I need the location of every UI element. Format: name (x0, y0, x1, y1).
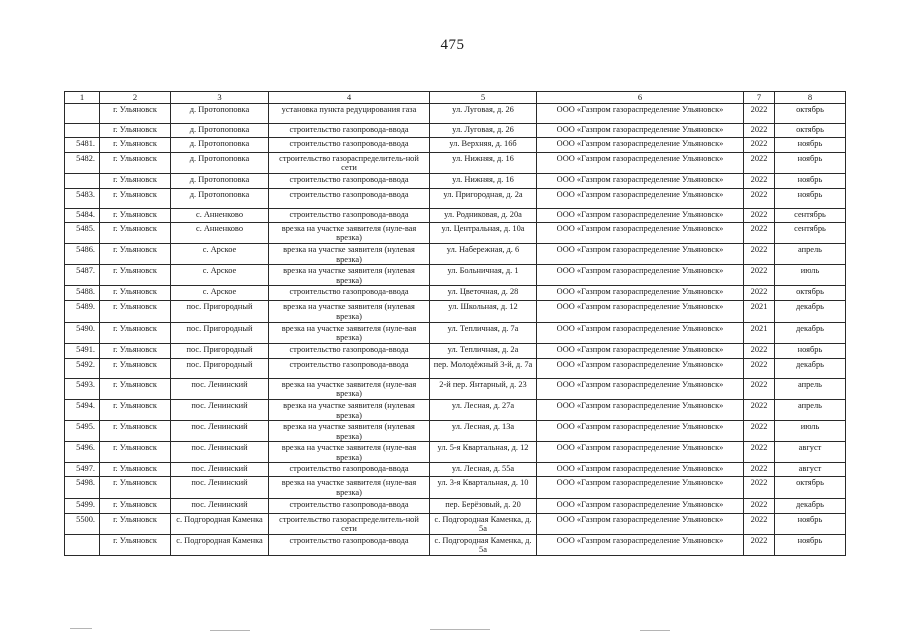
address-cell: ул. Лесная, д. 13а (430, 421, 537, 442)
row-number: 5482. (65, 152, 100, 173)
address-cell: ул. Луговая, д. 26 (430, 103, 537, 123)
year-cell: 2022 (744, 243, 775, 264)
row-number: 5489. (65, 301, 100, 322)
work-type-cell: строительство газопровода-ввода (269, 463, 430, 477)
work-type-cell: врезка на участке заявителя (нулевая врезка) (269, 399, 430, 420)
month-cell: август (775, 463, 846, 477)
organization-cell: ООО «Газпром газораспределение Ульяновск» (537, 322, 744, 343)
organization-cell: ООО «Газпром газораспределение Ульяновск» (537, 421, 744, 442)
month-cell: август (775, 442, 846, 463)
address-cell: ул. Пригородная, д. 2а (430, 188, 537, 208)
city-cell: г. Ульяновск (100, 322, 171, 343)
table-row (65, 378, 846, 399)
month-cell: июль (775, 421, 846, 442)
organization-cell: ООО «Газпром газораспределение Ульяновск» (537, 188, 744, 208)
column-header: 1 (65, 92, 100, 104)
city-cell: г. Ульяновск (100, 358, 171, 378)
work-type-cell: строительство газопровода-ввода (269, 534, 430, 555)
year-cell: 2021 (744, 322, 775, 343)
locality-cell: пос. Пригородный (171, 301, 269, 322)
table-row (65, 301, 846, 322)
year-cell: 2022 (744, 343, 775, 358)
work-type-cell: врезка на участке заявителя (нуле-вая врезка) (269, 378, 430, 399)
year-cell: 2022 (744, 286, 775, 301)
scan-artifact (430, 629, 490, 630)
month-cell: апрель (775, 378, 846, 399)
locality-cell: д. Протопоповка (171, 173, 269, 188)
organization-cell: ООО «Газпром газораспределение Ульяновск» (537, 343, 744, 358)
work-type-cell: строительство газопровода-ввода (269, 208, 430, 222)
locality-cell: д. Протопоповка (171, 188, 269, 208)
work-type-cell: строительство газопровода-ввода (269, 286, 430, 301)
work-type-cell: строительство газораспределитель-ной сети (269, 513, 430, 534)
city-cell: г. Ульяновск (100, 301, 171, 322)
year-cell: 2022 (744, 222, 775, 243)
table-row (65, 103, 846, 123)
table-row (65, 123, 846, 137)
year-cell: 2022 (744, 477, 775, 498)
table-row (65, 358, 846, 378)
locality-cell: пос. Ленинский (171, 477, 269, 498)
row-number (65, 534, 100, 555)
row-number: 5487. (65, 265, 100, 286)
month-cell: декабрь (775, 322, 846, 343)
month-cell: ноябрь (775, 513, 846, 534)
month-cell: октябрь (775, 123, 846, 137)
row-number (65, 123, 100, 137)
organization-cell: ООО «Газпром газораспределение Ульяновск» (537, 173, 744, 188)
table-row (65, 399, 846, 420)
year-cell: 2022 (744, 513, 775, 534)
row-number: 5493. (65, 378, 100, 399)
locality-cell: с. Арское (171, 286, 269, 301)
month-cell: ноябрь (775, 343, 846, 358)
organization-cell: ООО «Газпром газораспределение Ульяновск» (537, 103, 744, 123)
city-cell: г. Ульяновск (100, 477, 171, 498)
year-cell: 2022 (744, 208, 775, 222)
locality-cell: д. Протопоповка (171, 152, 269, 173)
table-row (65, 265, 846, 286)
organization-cell: ООО «Газпром газораспределение Ульяновск» (537, 442, 744, 463)
address-cell: ул. Тепличная, д. 2а (430, 343, 537, 358)
year-cell: 2022 (744, 358, 775, 378)
work-type-cell: строительство газораспределитель-ной сети (269, 152, 430, 173)
scan-artifact (210, 630, 250, 631)
organization-cell: ООО «Газпром газораспределение Ульяновск» (537, 513, 744, 534)
city-cell: г. Ульяновск (100, 442, 171, 463)
work-type-cell: строительство газопровода-ввода (269, 137, 430, 152)
work-type-cell: строительство газопровода-ввода (269, 343, 430, 358)
organization-cell: ООО «Газпром газораспределение Ульяновск» (537, 301, 744, 322)
table-row (65, 243, 846, 264)
locality-cell: пос. Ленинский (171, 442, 269, 463)
year-cell: 2022 (744, 123, 775, 137)
work-type-cell: строительство газопровода-ввода (269, 123, 430, 137)
month-cell: сентябрь (775, 208, 846, 222)
address-cell: ул. Луговая, д. 26 (430, 123, 537, 137)
organization-cell: ООО «Газпром газораспределение Ульяновск» (537, 463, 744, 477)
table-row (65, 286, 846, 301)
table-row (65, 208, 846, 222)
organization-cell: ООО «Газпром газораспределение Ульяновск» (537, 358, 744, 378)
city-cell: г. Ульяновск (100, 222, 171, 243)
work-type-cell: врезка на участке заявителя (нуле-вая врезка) (269, 477, 430, 498)
year-cell: 2022 (744, 498, 775, 513)
month-cell: ноябрь (775, 137, 846, 152)
address-cell: ул. Центральная, д. 10а (430, 222, 537, 243)
month-cell: декабрь (775, 301, 846, 322)
month-cell: октябрь (775, 286, 846, 301)
city-cell: г. Ульяновск (100, 188, 171, 208)
work-type-cell: врезка на участке заявителя (нулевая врезка) (269, 301, 430, 322)
table-row (65, 152, 846, 173)
city-cell: г. Ульяновск (100, 513, 171, 534)
city-cell: г. Ульяновск (100, 265, 171, 286)
year-cell: 2022 (744, 265, 775, 286)
locality-cell: пос. Пригородный (171, 358, 269, 378)
work-type-cell: врезка на участке заявителя (нулевая врезка) (269, 243, 430, 264)
row-number: 5496. (65, 442, 100, 463)
locality-cell: пос. Пригородный (171, 322, 269, 343)
city-cell: г. Ульяновск (100, 173, 171, 188)
column-header: 6 (537, 92, 744, 104)
city-cell: г. Ульяновск (100, 421, 171, 442)
address-cell: пер. Молодёжный 3-й, д. 7а (430, 358, 537, 378)
work-type-cell: строительство газопровода-ввода (269, 173, 430, 188)
month-cell: сентябрь (775, 222, 846, 243)
city-cell: г. Ульяновск (100, 378, 171, 399)
month-cell: декабрь (775, 498, 846, 513)
organization-cell: ООО «Газпром газораспределение Ульяновск» (537, 534, 744, 555)
city-cell: г. Ульяновск (100, 498, 171, 513)
row-number: 5485. (65, 222, 100, 243)
address-cell: ул. Больничная, д. 1 (430, 265, 537, 286)
row-number: 5488. (65, 286, 100, 301)
row-number (65, 103, 100, 123)
row-number: 5486. (65, 243, 100, 264)
locality-cell: с. Арское (171, 243, 269, 264)
header-row (65, 92, 846, 104)
month-cell: ноябрь (775, 534, 846, 555)
locality-cell: пос. Ленинский (171, 399, 269, 420)
locality-cell: д. Протопоповка (171, 123, 269, 137)
column-header: 2 (100, 92, 171, 104)
locality-cell: пос. Ленинский (171, 463, 269, 477)
month-cell: октябрь (775, 103, 846, 123)
address-cell: пер. Берёзовый, д. 20 (430, 498, 537, 513)
city-cell: г. Ульяновск (100, 343, 171, 358)
registry-table (64, 91, 846, 556)
year-cell: 2022 (744, 421, 775, 442)
address-cell: ул. Нижняя, д. 16 (430, 173, 537, 188)
row-number: 5498. (65, 477, 100, 498)
address-cell: ул. Школьная, д. 12 (430, 301, 537, 322)
locality-cell: с. Арское (171, 265, 269, 286)
address-cell: ул. Набережная, д. 6 (430, 243, 537, 264)
table-row (65, 463, 846, 477)
locality-cell: пос. Ленинский (171, 378, 269, 399)
table-row (65, 442, 846, 463)
organization-cell: ООО «Газпром газораспределение Ульяновск» (537, 152, 744, 173)
row-number: 5495. (65, 421, 100, 442)
address-cell: ул. Верхняя, д. 16б (430, 137, 537, 152)
table-row (65, 322, 846, 343)
locality-cell: с. Анненково (171, 222, 269, 243)
locality-cell: д. Протопоповка (171, 137, 269, 152)
scan-artifact (640, 630, 670, 631)
year-cell: 2022 (744, 534, 775, 555)
organization-cell: ООО «Газпром газораспределение Ульяновск» (537, 498, 744, 513)
locality-cell: пос. Пригородный (171, 343, 269, 358)
organization-cell: ООО «Газпром газораспределение Ульяновск» (537, 243, 744, 264)
month-cell: апрель (775, 243, 846, 264)
month-cell: ноябрь (775, 173, 846, 188)
locality-cell: пос. Ленинский (171, 421, 269, 442)
row-number (65, 173, 100, 188)
city-cell: г. Ульяновск (100, 243, 171, 264)
row-number: 5500. (65, 513, 100, 534)
row-number: 5492. (65, 358, 100, 378)
year-cell: 2022 (744, 378, 775, 399)
work-type-cell: врезка на участке заявителя (нуле-вая врезка) (269, 222, 430, 243)
table-row (65, 513, 846, 534)
table-row (65, 173, 846, 188)
organization-cell: ООО «Газпром газораспределение Ульяновск» (537, 477, 744, 498)
row-number: 5490. (65, 322, 100, 343)
address-cell: с. Подгородная Каменка, д. 5а (430, 534, 537, 555)
row-number: 5499. (65, 498, 100, 513)
table-row (65, 343, 846, 358)
locality-cell: пос. Ленинский (171, 498, 269, 513)
column-header: 8 (775, 92, 846, 104)
city-cell: г. Ульяновск (100, 103, 171, 123)
organization-cell: ООО «Газпром газораспределение Ульяновск» (537, 399, 744, 420)
row-number: 5483. (65, 188, 100, 208)
address-cell: с. Подгородная Каменка, д. 5а (430, 513, 537, 534)
address-cell: ул. Тепличная, д. 7а (430, 322, 537, 343)
address-cell: ул. Родниковая, д. 20а (430, 208, 537, 222)
address-cell: ул. 5-я Квартальная, д. 12 (430, 442, 537, 463)
year-cell: 2022 (744, 399, 775, 420)
year-cell: 2022 (744, 173, 775, 188)
locality-cell: с. Подгородная Каменка (171, 534, 269, 555)
address-cell: 2-й пер. Янтарный, д. 23 (430, 378, 537, 399)
address-cell: ул. Цветочная, д. 28 (430, 286, 537, 301)
city-cell: г. Ульяновск (100, 208, 171, 222)
organization-cell: ООО «Газпром газораспределение Ульяновск» (537, 137, 744, 152)
organization-cell: ООО «Газпром газораспределение Ульяновск» (537, 378, 744, 399)
city-cell: г. Ульяновск (100, 399, 171, 420)
scan-artifact (70, 628, 92, 629)
table-row (65, 534, 846, 555)
organization-cell: ООО «Газпром газораспределение Ульяновск» (537, 265, 744, 286)
column-header: 3 (171, 92, 269, 104)
column-header: 5 (430, 92, 537, 104)
row-number: 5497. (65, 463, 100, 477)
year-cell: 2022 (744, 442, 775, 463)
table-row (65, 421, 846, 442)
table-row (65, 498, 846, 513)
city-cell: г. Ульяновск (100, 534, 171, 555)
work-type-cell: врезка на участке заявителя (нулевая врезка) (269, 265, 430, 286)
row-number: 5494. (65, 399, 100, 420)
address-cell: ул. Нижняя, д. 16 (430, 152, 537, 173)
organization-cell: ООО «Газпром газораспределение Ульяновск» (537, 286, 744, 301)
month-cell: декабрь (775, 358, 846, 378)
work-type-cell: врезка на участке заявителя (нуле-вая врезка) (269, 322, 430, 343)
city-cell: г. Ульяновск (100, 123, 171, 137)
address-cell: ул. Лесная, д. 55а (430, 463, 537, 477)
month-cell: ноябрь (775, 152, 846, 173)
month-cell: апрель (775, 399, 846, 420)
table-row (65, 222, 846, 243)
column-header: 4 (269, 92, 430, 104)
locality-cell: с. Анненково (171, 208, 269, 222)
year-cell: 2021 (744, 301, 775, 322)
table-body (65, 103, 846, 555)
work-type-cell: врезка на участке заявителя (нулевая врезка) (269, 421, 430, 442)
year-cell: 2022 (744, 137, 775, 152)
year-cell: 2022 (744, 188, 775, 208)
work-type-cell: строительство газопровода-ввода (269, 188, 430, 208)
year-cell: 2022 (744, 103, 775, 123)
address-cell: ул. 3-я Квартальная, д. 10 (430, 477, 537, 498)
city-cell: г. Ульяновск (100, 137, 171, 152)
month-cell: июль (775, 265, 846, 286)
organization-cell: ООО «Газпром газораспределение Ульяновск» (537, 208, 744, 222)
table-row (65, 188, 846, 208)
city-cell: г. Ульяновск (100, 286, 171, 301)
table-row (65, 137, 846, 152)
city-cell: г. Ульяновск (100, 463, 171, 477)
locality-cell: д. Протопоповка (171, 103, 269, 123)
organization-cell: ООО «Газпром газораспределение Ульяновск» (537, 222, 744, 243)
address-cell: ул. Лесная, д. 27а (430, 399, 537, 420)
work-type-cell: установка пункта редуцирования газа (269, 103, 430, 123)
locality-cell: с. Подгородная Каменка (171, 513, 269, 534)
year-cell: 2022 (744, 463, 775, 477)
row-number: 5481. (65, 137, 100, 152)
page-number: 475 (440, 37, 465, 53)
row-number: 5484. (65, 208, 100, 222)
work-type-cell: врезка на участке заявителя (нуле-вая врезка) (269, 442, 430, 463)
month-cell: октябрь (775, 477, 846, 498)
city-cell: г. Ульяновск (100, 152, 171, 173)
month-cell: ноябрь (775, 188, 846, 208)
organization-cell: ООО «Газпром газораспределение Ульяновск» (537, 123, 744, 137)
work-type-cell: строительство газопровода-ввода (269, 358, 430, 378)
column-header: 7 (744, 92, 775, 104)
table-row (65, 477, 846, 498)
row-number: 5491. (65, 343, 100, 358)
year-cell: 2022 (744, 152, 775, 173)
work-type-cell: строительство газопровода-ввода (269, 498, 430, 513)
